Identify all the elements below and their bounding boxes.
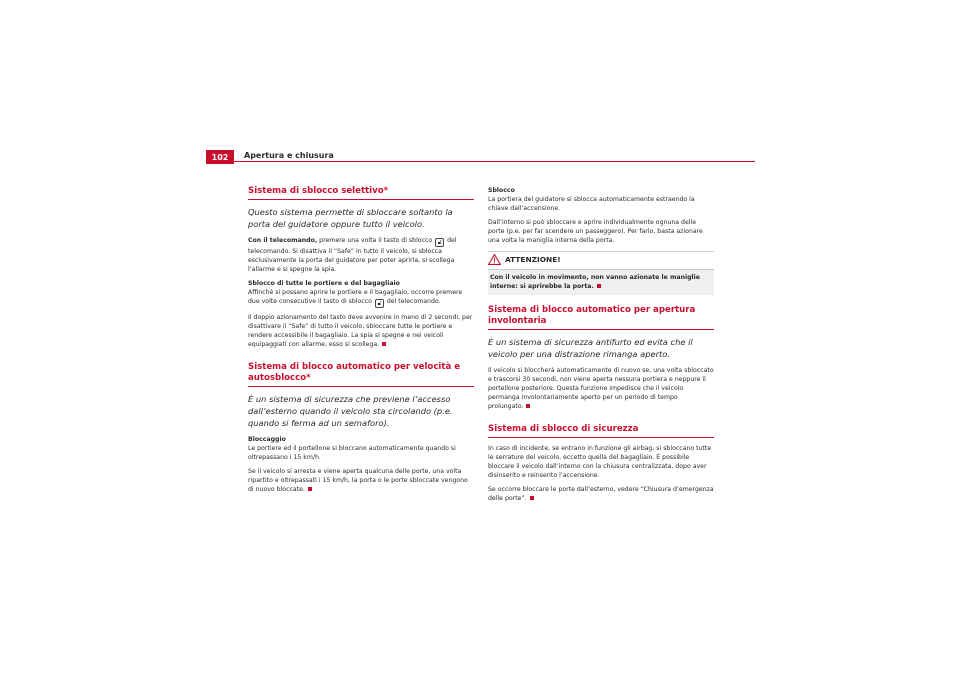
paragraph (488, 366, 714, 411)
header-divider (206, 161, 755, 162)
section-intro: È un sistema di sicurezza antifurto ed evita che il veicolo per una distrazione rimanga aperto. (488, 337, 693, 359)
section-title-selective-unlock: Sistema di sblocco selettivo* (248, 186, 474, 200)
chapter-title: Apertura e chiusura (244, 151, 334, 160)
lead-in: Con il telecomando, (248, 237, 318, 244)
warning-header (488, 252, 714, 270)
paragraph (248, 236, 474, 274)
subheading: Bloccaggio (248, 436, 286, 443)
paragraph: Le portiere ed il portellone si bloccano automaticamente quando si oltrepassano i 15 km/h. (248, 445, 456, 461)
section-title-speed-lock: Sistema di blocco automatico per velocità e autosblocco* (248, 362, 474, 387)
warning-box (488, 251, 714, 295)
unlock-key-icon: 🔓︎ (435, 238, 444, 247)
section-end-marker-icon (530, 496, 534, 500)
right-column (488, 186, 714, 508)
warning-title: ATTENZIONE! (505, 255, 561, 264)
text-run: Affinché si possano aprire le portiere e il bagagliaio, occorre premere due volte consecutive il tasto di sblocco (248, 289, 463, 305)
section-end-marker-icon (308, 487, 312, 491)
text-run: Con il veicolo in movimento, non vanno azionate le maniglie interne: si aprirebbe la porta. (490, 274, 701, 290)
paragraph (488, 485, 714, 503)
section-intro: È un sistema di sicurezza che previene l’accesso dall’esterno quando il veicolo sta circolando (p.e. quando si ferma ad un semaforo). (248, 394, 453, 428)
text-run: Se il veicolo si arresta e viene aperta qualcuna delle porte, una volta ripartito e oltrepassati i 15 km/h, la porta o le porte sbloccate vengono di nuovo bloccate. (248, 468, 468, 493)
paragraph (248, 467, 474, 494)
warning-text (488, 270, 714, 295)
paragraph: Dall’interno si può sbloccare e aprire individualmente ognuna delle porte (p.e. per far scendere un passeggero). Per farlo, basta azionare una volta la maniglia interna della porta. (488, 219, 703, 244)
unlock-key-icon: 🔓︎ (375, 299, 384, 308)
page-number: 102 (206, 150, 234, 164)
subheading: Sblocco (488, 187, 515, 194)
left-column (248, 186, 474, 499)
paragraph (248, 313, 474, 349)
paragraph: La portiera del guidatore si sblocca automaticamente estraendo la chiave dall’accensione. (488, 196, 695, 212)
section-intro: Questo sistema permette di sbloccare soltanto la porta del guidatore oppure tutto il veicolo. (248, 207, 453, 229)
section-title-accidental-open: Sistema di blocco automatico per apertura involontaria (488, 305, 714, 330)
text-run: Se occorre bloccare le porte dall’esterno, vedere “Chiusura d’emergenza delle porte”. (488, 486, 714, 502)
subheading: Sblocco di tutte le portiere e del bagagliaio (248, 280, 400, 287)
section-end-marker-icon (597, 284, 601, 288)
section-end-marker-icon (526, 404, 530, 408)
text-run: Il doppio azionamento del tasto deve avvenire in meno di 2 secondi, per disattivare il “Safe” di tutto il veicolo, sbloccare tutte le portiere e rendere accessibile il bagagliaio. La spia si spegne e nei veicoli equipaggiati con allarme, esso si scollega. (248, 314, 473, 348)
paragraph (248, 288, 474, 308)
paragraph: In caso di incidente, se entrano in funzione gli airbag, si sbloccano tutte le serrature del veicolo, eccetto quella del bagagliaio. È possibile bloccare il veicolo dall’interno con la chiusura centralizzata, dopo aver disinserito e reinserito l’accensione. (488, 445, 712, 479)
text-run: premere una volta il tasto di sblocco (317, 237, 435, 244)
text-run: del telecomando. Si disattiva il “Safe” in tutto il veicolo, si sblocca esclusivamente la porta del guidatore per poter aprirla, si scollega l’allarme e si spegne la spia. (248, 237, 457, 273)
warning-triangle-icon (488, 254, 501, 265)
section-end-marker-icon (382, 342, 386, 346)
text-run: del telecomando. (384, 298, 441, 305)
text-run: Il veicolo si bloccherà automaticamente di nuovo se, una volta sbloccato e trascorsi 30 secondi, non viene aperta nessuna portiera e neppure il portellone posteriore. Questa funzione impedisce che il veicolo permanga involontariamente aperto per un periodo di tempo prolungato. (488, 367, 714, 410)
section-title-safety-unlock: Sistema di sblocco di sicurezza (488, 424, 714, 438)
